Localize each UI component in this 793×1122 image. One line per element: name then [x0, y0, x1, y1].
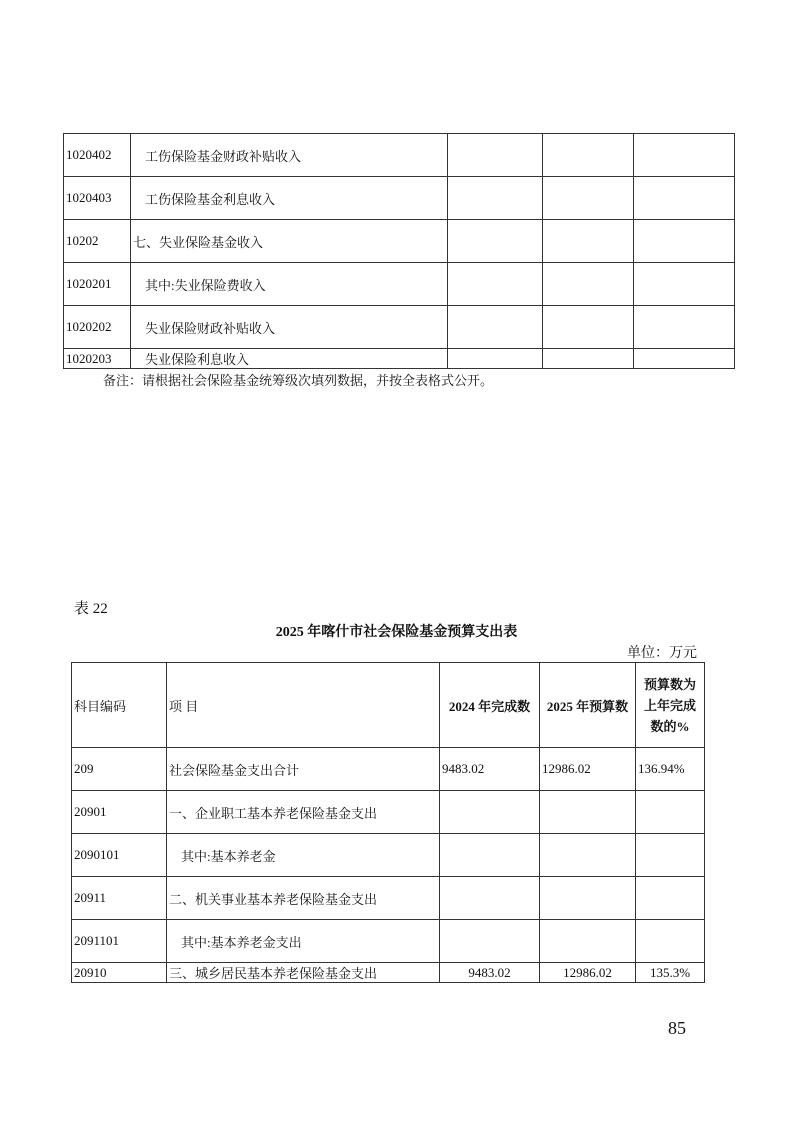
- item-cell: 七、失业保险基金收入: [131, 220, 448, 263]
- code-cell: 1020201: [64, 263, 131, 306]
- value-cell: [448, 177, 543, 220]
- item-cell: 其中:失业保险费收入: [131, 263, 448, 306]
- ratio-cell: 136.94%: [636, 748, 705, 791]
- table-row: [64, 349, 735, 369]
- table-row: [72, 920, 705, 963]
- header-completed-2024: 2024 年完成数: [440, 663, 540, 748]
- ratio-cell: [636, 791, 705, 834]
- ratio-cell: 135.3%: [636, 963, 705, 983]
- header-code: 科目编码: [72, 663, 167, 748]
- item-cell: 其中:基本养老金支出: [167, 920, 440, 963]
- value-cell: [543, 177, 634, 220]
- code-cell: 1020403: [64, 177, 131, 220]
- item-cell: 三、城乡居民基本养老保险基金支出: [167, 963, 440, 983]
- value-cell: [448, 263, 543, 306]
- value-cell: [543, 263, 634, 306]
- budget-cell: [540, 877, 636, 920]
- code-cell: 1020203: [64, 349, 131, 369]
- table-number: 表 22: [74, 601, 108, 617]
- completed-cell: 9483.02: [440, 748, 540, 791]
- header-row: [72, 663, 705, 748]
- code-cell: 1020202: [64, 306, 131, 349]
- value-cell: [634, 349, 735, 369]
- value-cell: [448, 220, 543, 263]
- code-cell: 2090101: [72, 834, 167, 877]
- completed-cell: [440, 877, 540, 920]
- item-cell: 社会保险基金支出合计: [167, 748, 440, 791]
- expense-table: [71, 662, 705, 983]
- table-title: 2025 年喀什市社会保险基金预算支出表: [275, 625, 518, 640]
- completed-cell: [440, 834, 540, 877]
- table-row: [72, 963, 705, 983]
- item-cell: 失业保险财政补贴收入: [131, 306, 448, 349]
- item-cell: 工伤保险基金利息收入: [131, 177, 448, 220]
- table-row: [64, 306, 735, 349]
- table-row: [64, 134, 735, 177]
- table-row: [64, 263, 735, 306]
- budget-cell: [540, 920, 636, 963]
- completed-cell: 9483.02: [440, 963, 540, 983]
- table-row: [72, 791, 705, 834]
- value-cell: [543, 134, 634, 177]
- code-cell: 20901: [72, 791, 167, 834]
- header-ratio: 预算数为上年完成数的%: [636, 663, 705, 748]
- item-cell: 一、企业职工基本养老保险基金支出: [167, 791, 440, 834]
- value-cell: [448, 134, 543, 177]
- code-cell: 10202: [64, 220, 131, 263]
- table-row: [64, 220, 735, 263]
- table-note: 备注：请根据社会保险基金统筹级次填列数据，并按全表格式公开。: [103, 373, 494, 388]
- value-cell: [634, 134, 735, 177]
- value-cell: [543, 220, 634, 263]
- value-cell: [634, 220, 735, 263]
- budget-cell: [540, 834, 636, 877]
- item-cell: 其中:基本养老金: [167, 834, 440, 877]
- item-cell: 二、机关事业基本养老保险基金支出: [167, 877, 440, 920]
- value-cell: [634, 263, 735, 306]
- value-cell: [448, 349, 543, 369]
- income-table: [63, 133, 735, 369]
- budget-cell: [540, 791, 636, 834]
- value-cell: [634, 306, 735, 349]
- page-number: 85: [668, 1018, 686, 1038]
- value-cell: [634, 177, 735, 220]
- value-cell: [543, 349, 634, 369]
- code-cell: 2091101: [72, 920, 167, 963]
- item-cell: 工伤保险基金财政补贴收入: [131, 134, 448, 177]
- table-row: [72, 834, 705, 877]
- ratio-cell: [636, 834, 705, 877]
- table-row: [72, 748, 705, 791]
- value-cell: [543, 306, 634, 349]
- table-row: [64, 177, 735, 220]
- item-cell: 失业保险利息收入: [131, 349, 448, 369]
- unit-label: 单位：万元: [627, 646, 697, 661]
- code-cell: 209: [72, 748, 167, 791]
- budget-cell: 12986.02: [540, 963, 636, 983]
- completed-cell: [440, 791, 540, 834]
- table-row: [72, 877, 705, 920]
- ratio-cell: [636, 877, 705, 920]
- code-cell: 20911: [72, 877, 167, 920]
- completed-cell: [440, 920, 540, 963]
- code-cell: 20910: [72, 963, 167, 983]
- header-item: 项 目: [167, 663, 440, 748]
- header-budget-2025: 2025 年预算数: [540, 663, 636, 748]
- code-cell: 1020402: [64, 134, 131, 177]
- value-cell: [448, 306, 543, 349]
- ratio-cell: [636, 920, 705, 963]
- budget-cell: 12986.02: [540, 748, 636, 791]
